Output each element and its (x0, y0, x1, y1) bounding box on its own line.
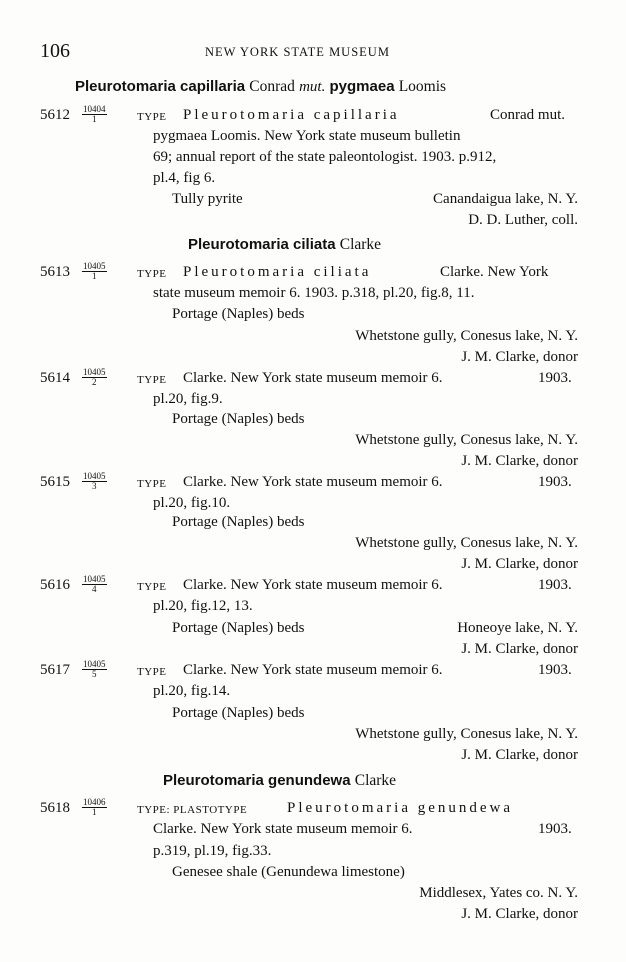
register-fraction (82, 660, 107, 679)
formation: Portage (Naples) beds (172, 306, 305, 322)
author-name: Clarke (354, 772, 397, 789)
register-fraction (82, 575, 107, 594)
collector: D. D. Luther, coll. (468, 212, 578, 228)
species-name: capillaria (180, 78, 246, 95)
formation: Tully pyrite (172, 191, 243, 207)
citation-line: Pleurotomaria capillaria (183, 107, 400, 123)
fraction-bottom: 1 (92, 271, 97, 281)
fraction-bottom: 1 (92, 807, 97, 817)
citation-line: pl.20, fig.14. (153, 683, 231, 699)
catalog-number: 5616 (40, 577, 70, 593)
formation: Portage (Naples) beds (172, 620, 305, 636)
fraction-bottom: 4 (92, 584, 97, 594)
variety-author: Loomis (398, 78, 447, 95)
locality: Whetstone gully, Conesus lake, N. Y. (355, 535, 578, 551)
formation: Portage (Naples) beds (172, 411, 305, 427)
type-label: TYPE (137, 374, 167, 386)
citation-line: 1903. (538, 662, 572, 678)
catalog-number: 5617 (40, 662, 70, 678)
mut-label: mut. (299, 79, 326, 95)
citation-line: pl.20, fig.10. (153, 495, 231, 511)
collector: J. M. Clarke, donor (461, 641, 578, 657)
citation-line: Clarke. New York state museum memoir 6. (183, 662, 443, 678)
fraction-bottom: 1 (92, 114, 97, 124)
citation-line: p.319, pl.19, fig.33. (153, 843, 272, 859)
locality: Middlesex, Yates co. N. Y. (419, 885, 578, 901)
type-label: TYPE (137, 581, 167, 593)
fraction-top: 10406 (83, 797, 106, 807)
species-heading-genundewa (163, 772, 396, 790)
locality: Whetstone gully, Conesus lake, N. Y. (355, 726, 578, 742)
fraction-bottom: 5 (92, 669, 97, 679)
catalog-number: 5612 (40, 107, 70, 123)
locality: Whetstone gully, Conesus lake, N. Y. (355, 432, 578, 448)
fraction-top: 10405 (83, 471, 106, 481)
genus-name: Pleurotomaria (163, 772, 264, 789)
type-label: TYPE: PLASTOTYPE (137, 804, 248, 816)
catalog-number: 5613 (40, 264, 70, 280)
fraction-top: 10405 (83, 261, 106, 271)
citation-line: Clarke. New York state museum memoir 6. (183, 577, 443, 593)
citation-line: 1903. (538, 370, 572, 386)
collector: J. M. Clarke, donor (461, 556, 578, 572)
type-label: TYPE (137, 666, 167, 678)
fraction-bottom: 2 (92, 377, 97, 387)
catalog-number: 5618 (40, 800, 70, 816)
page-number: 106 (40, 40, 70, 62)
catalog-number: 5614 (40, 370, 70, 386)
species-name: genundewa (268, 772, 351, 789)
genus-name: Pleurotomaria (188, 236, 289, 253)
register-fraction (82, 262, 107, 281)
citation-line: 1903. (538, 474, 572, 490)
citation-line: Pleurotomaria ciliata (183, 264, 372, 280)
citation-line: 1903. (538, 577, 572, 593)
type-label: TYPE (137, 478, 167, 490)
fraction-top: 10404 (83, 104, 106, 114)
collector: J. M. Clarke, donor (461, 906, 578, 922)
citation-line: 69; annual report of the state paleontologist. 1903. p.912, (153, 149, 497, 165)
citation-line: pl.20, fig.12, 13. (153, 598, 253, 614)
author-name: Clarke (339, 236, 382, 253)
formation: Portage (Naples) beds (172, 514, 305, 530)
fraction-top: 10405 (83, 367, 106, 377)
citation-line: Clarke. New York state museum memoir 6. (183, 370, 443, 386)
collector: J. M. Clarke, donor (461, 453, 578, 469)
fraction-top: 10405 (83, 659, 106, 669)
locality: Whetstone gully, Conesus lake, N. Y. (355, 328, 578, 344)
collector: J. M. Clarke, donor (461, 747, 578, 763)
citation-line: Clarke. New York state museum memoir 6. (153, 821, 413, 837)
citation-line: pl.20, fig.9. (153, 391, 223, 407)
catalog-number: 5615 (40, 474, 70, 490)
genus-name: Pleurotomaria (75, 78, 176, 95)
formation: Portage (Naples) beds (172, 705, 305, 721)
citation-line: Pleurotomaria genundewa (287, 800, 514, 816)
citation-line: Clarke. New York state museum memoir 6. (183, 474, 443, 490)
citation-line: state museum memoir 6. 1903. p.318, pl.20, fig.8, 11. (153, 285, 475, 301)
formation: Genesee shale (Genundewa limestone) (172, 864, 405, 880)
species-name: ciliata (293, 236, 336, 253)
fraction-bottom: 3 (92, 481, 97, 491)
collector: J. M. Clarke, donor (461, 349, 578, 365)
citation-line: pl.4, fig 6. (153, 170, 216, 186)
citation-line: Conrad mut. (490, 107, 565, 123)
species-heading-capillaria (75, 78, 446, 96)
locality: Canandaigua lake, N. Y. (433, 191, 578, 207)
type-label: TYPE (137, 111, 167, 123)
register-fraction (82, 472, 107, 491)
fraction-top: 10405 (83, 574, 106, 584)
register-fraction (82, 798, 107, 817)
author-name: Conrad (249, 78, 295, 95)
register-fraction (82, 368, 107, 387)
citation-line: Clarke. New York (440, 264, 549, 280)
species-heading-ciliata (188, 236, 381, 254)
type-label: TYPE (137, 268, 167, 280)
citation-line: pygmaea Loomis. New York state museum bulletin (153, 128, 461, 144)
locality: Honeoye lake, N. Y. (457, 620, 578, 636)
register-fraction (82, 105, 107, 124)
citation-line: 1903. (538, 821, 572, 837)
variety-name: pygmaea (329, 78, 395, 95)
running-head: NEW YORK STATE MUSEUM (205, 45, 390, 59)
